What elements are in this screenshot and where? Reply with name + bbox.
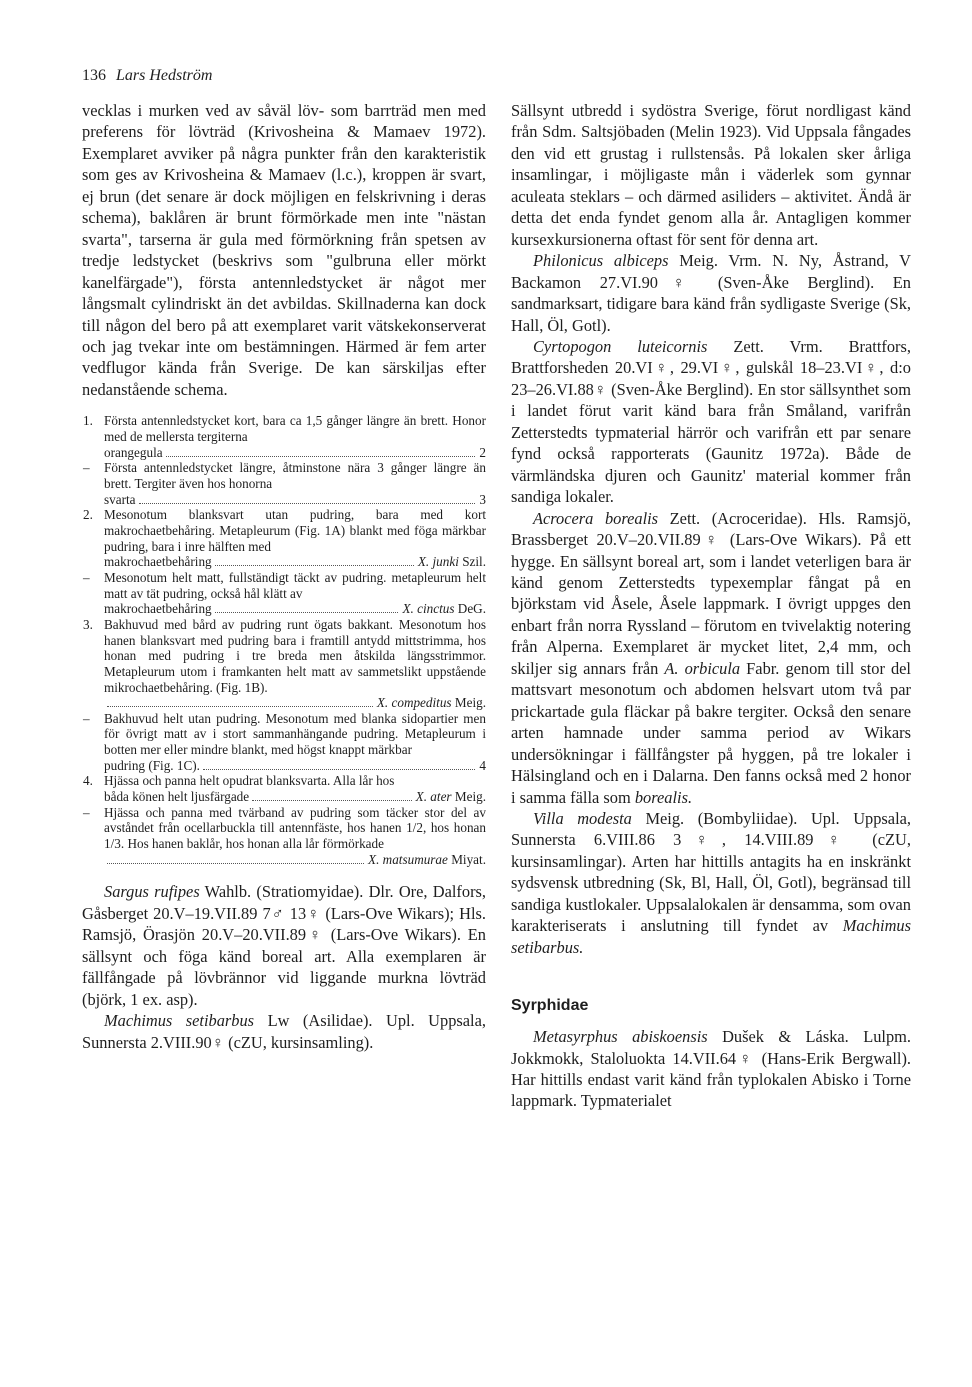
dot-leader (215, 565, 414, 566)
key-item-end (104, 601, 486, 617)
key-target-author: DeG. (457, 601, 486, 617)
villa-paragraph (511, 808, 911, 958)
key-target-author: Miyat. (451, 851, 486, 867)
machimus-text: Lw (Asilidae). Upl. Uppsala, Sunnersta 2.VIII.90♀ (cZU, kursinsamling). (82, 1011, 486, 1052)
key-item-number: – (83, 804, 90, 820)
key-item-target (416, 789, 486, 805)
key-target-species: X. compeditus (376, 695, 452, 711)
acrocera-text-1: Zett. (Acroceridae). Hls. Ramsjö, Brassberget 20.V–20.VII.89♀ (Lars-Ove Wikars). På ett hygge. En sällsynt boreal art, som i landet veterligen bara är känd genom Zetterstedts typexemplar fångat på en björkstam vid Åsele, Åsele lappmark. I övrigt uppges den enbart från norra Ryssland – förutom en tvivelaktig notering från Alperna. Exemplaret är mycket litet, 2,4 mm, och skiljer sig annars från (511, 508, 912, 678)
key-item-text: Hjässa och panna med tvärband av pudring som täcker stor del av avståndet från ocellarbuckla till antennfäste, hos hanen 1/2, hos honan 1/3. Hos hanen baklår, hos honan alla lår förmörkade (104, 804, 486, 852)
species-name-sargus: Sargus rufipes (104, 882, 200, 902)
key-item-target (402, 601, 486, 617)
key-item-text: Hjässa och panna helt opudrat blanksvarta. Alla lår hos (104, 773, 395, 789)
key-item-end (104, 554, 486, 570)
key-item (82, 805, 486, 868)
key-target-species: X. cinctus (402, 601, 455, 617)
section-heading-syrphidae: Syrphidae (511, 997, 589, 1015)
key-item-number: – (83, 710, 90, 726)
dot-leader (166, 456, 476, 457)
machimus-paragraph (82, 1010, 486, 1053)
key-item-number: – (83, 569, 90, 585)
key-item-target (377, 695, 486, 711)
key-item-text: Mesonotum blanksvart utan pudring, bara med kort makrochaetbehåring. Metapleurum (Fig. 1A) blankt med föga märkbar pudring, bara i inre hälften med (104, 507, 486, 554)
key-item-number: 1. (83, 413, 93, 429)
key-target-couplet: 3 (479, 491, 486, 507)
running-header-author: Lars Hedström (116, 67, 213, 84)
dot-leader (252, 800, 412, 801)
key-item-end (104, 758, 486, 774)
metasyrphus-text: Dušek & Láska. Lulpm. Jokkmokk, Staloluokta 14.VII.64♀ (Hans-Erik Bergwall). Har hittills endast varit känd från typlokalen Abisko i Torne lappmark. Typmaterialet (511, 1027, 911, 1111)
cyrtopogon-paragraph (511, 336, 911, 508)
key-item-target (479, 492, 486, 508)
philonicus-paragraph (511, 250, 911, 336)
key-item-end (104, 445, 486, 461)
key-item (82, 413, 486, 460)
key-target-species: X. junki (417, 554, 459, 570)
sargus-paragraph (82, 881, 486, 1010)
species-name-acrocera: Acrocera borealis (533, 508, 659, 528)
key-item-text: Bakhuvud med bård av pudring runt ögats bakkant. Mesonotum hos hanen blanksvart med pudring bara i framtill antydd mittstrimma, hos honan med pudring i tre breda men åtskilda längsstrimmor. Metapleurum utom i framkanten helt matt av sammetslikt uppstående mikrochaetbehåring. (Fig. 1B). (104, 616, 486, 695)
key-item-end-text: makrochaetbehåring (104, 554, 212, 570)
key-item-number: 4. (83, 773, 93, 789)
key-item-end (104, 492, 486, 508)
species-name-machimus-ref: Machimus setibarbus. (511, 916, 911, 957)
key-target-couplet: 2 (479, 444, 486, 460)
key-item (82, 460, 486, 507)
left-column (82, 100, 486, 1053)
key-item (82, 773, 486, 804)
key-item-text: Bakhuvud helt utan pudring. Mesonotum med blanka sidopartier men för övrigt matt av i stort sammanhängande pudring. Metapleurum i botten mer eller mindre blankt, med högst knappt märkbar (104, 710, 486, 758)
key-item (82, 570, 486, 617)
key-target-couplet: 4 (479, 757, 486, 773)
dot-leader (203, 769, 475, 770)
species-name-metasyrphus: Metasyrphus abiskoensis (533, 1027, 708, 1047)
dot-leader (107, 863, 364, 864)
sargus-text: Wahlb. (Stratiomyidae). Dlr. Ore, Dalfors, Gåsberget 20.V–19.VII.89 7♂ 13♀ (Lars-Ove Wikars); Hls. Ramsjö, Örasjön 20.V–20.VII.89♀ (Lars-Ove Wikars). En sällsynt och föga känd boreal art. Alla exemplaren är fällfångade på lövbrännor vid liggande murkna lövträd (björk, 1 ex. asp). (82, 882, 486, 1009)
key-item-end (104, 789, 486, 805)
philonicus-text: Meig. Vrm. N. Ny, Åstrand, V Backamon 27.VI.90♀ (Sven-Åke Berglind). En sandmarksart, tidigare bara känd från sydligaste Sverige (Sk, Hall, Öl, Gotl). (511, 251, 911, 335)
key-target-species: X. matsumurae (368, 851, 448, 867)
key-item-target (479, 758, 486, 774)
species-name-orbicula: A. orbicula (664, 658, 741, 678)
key-item-text: Första antennledstycket längre, åtminstone nära 3 gånger längre än brett. Tergiter även hos honorna (104, 460, 486, 491)
species-name-cyrtopogon: Cyrtopogon luteicornis (533, 336, 708, 356)
page-number: 136 (82, 67, 106, 84)
species-name-villa: Villa modesta (533, 808, 632, 828)
key-item-end-text: pudring (Fig. 1C). (104, 757, 200, 773)
key-item (82, 617, 486, 711)
continuation-paragraph: Sällsynt utbredd i sydöstra Sverige, förut nordligast känd från Sdm. Saltsjöbaden (Melin 1923). Vid Uppsala fångades den vid ett grustag i rullstensås. På lokalen sker årliga insamlingar, i möjligaste mån i väderlek som gynnar aculeata steklars – och därmed asiliders – aktivitet. Ändå är detta det enda fyndet genom alla år. Antagligen kommer kursexkursionerna oftast för sent för denna art. (511, 101, 911, 249)
dot-leader (139, 503, 476, 504)
acrocera-paragraph (511, 508, 911, 808)
key-item-number: 3. (83, 616, 93, 632)
metasyrphus-paragraph (511, 1026, 911, 1112)
key-item-number: 2. (83, 507, 93, 523)
key-item-end (104, 695, 486, 711)
key-item-end-text: makrochaetbehåring (104, 601, 212, 617)
key-target-author: Meig. (454, 789, 486, 805)
key-item-target (418, 554, 486, 570)
identification-key (82, 413, 486, 867)
key-item-end-text: svarta (104, 491, 136, 507)
cyrtopogon-text: Zett. Vrm. Brattfors, Brattforsheden 20.VI♀, 29.VI♀, gulskål 18–23.VI♀, d:o 23–26.VI.88♀ (Sven-Åke Berglind). En stor sällsynthet som i landet förut varit känd bara från Småland, varifrån Zetterstedts typmaterial härrör och varifrån ett par senare fynd också rapporterats (Gaunitz 1972a). Både de värmländska djuren och Gaunitz' material kommer från sandiga lokaler. (511, 336, 911, 507)
intro-paragraph: vecklas i murken ved av såväl löv- som barrträd men med preferens för lövträd (Krivosheina & Mamaev 1972). Exemplaret avviker på några punkter från den karakteristik som ges av Krivosheina & Mamaev (l.c.), kroppen är svart, ej brun (det senare är dock möjligen en felskrivning i deras schema), baklåren är brunt förmörkade men inte "nästan svarta", tarserna är gula med förmörkning från spetsen av tredje ledstycket (beskrivs som "gulbruna eller mörkt kanelfärgade"), första antennledstycket är något mer långsmalt cylindriskt än det avbildas. Skillnaderna kan dock till någon del bero på att exemplaret varit vätskekonserverat och jag tvekar inte om bestämningen. Härmed är fem arter vedflugor kända från Sverige. De kan särskiljas efter nedanstående schema. (82, 101, 486, 399)
key-item-end (104, 852, 486, 868)
dot-leader (107, 706, 373, 707)
key-item-target (368, 852, 486, 868)
key-item-end-text: båda könen helt ljusfärgade (104, 789, 250, 805)
key-target-author: Szil. (462, 554, 486, 570)
acrocera-text-2: Fabr. genom till stor del mattsvart mesonotum och abdomen helsvart utom två par prickartade gula fläckar på bakre tergiter. Också den senare arten hamnade under samma period av Wikars undersökningar i fällfångster på hyggen, på tre lokaler i Hälsingland och en i Dalarna. Den fanns också med 2 honor i samma fälla som (511, 658, 911, 807)
key-item-text: Mesonotum helt matt, fullständigt täckt av pudring. metapleurum helt matt av tät pudring, också hål klätt av (104, 569, 486, 601)
key-item (82, 711, 486, 774)
species-name-machimus: Machimus setibarbus (104, 1011, 255, 1031)
key-target-author: Meig. (454, 695, 486, 711)
right-column (511, 100, 911, 1112)
key-item (82, 507, 486, 570)
key-item-end-text: orangegula (104, 444, 163, 460)
villa-text: Meig. (Bombyliidae). Upl. Uppsala, Sunnersta 6.VIII.86 3♀, 14.VIII.89♀ (cZU, kursinsamlingar). Arten har hittills antagits ha en inskränkt sydsvensk utbredning (Sk, Bl, Hall, Öl, Gotl), begränsad till sandiga kustlokaler. Uppsalalokalen är densamma, som ovan karakteriserats i anslutning till fyndet av (511, 808, 912, 936)
key-item-text: Första antennledstycket kort, bara ca 1,5 gånger längre än brett. Honor med de mellersta tergiterna (104, 413, 486, 444)
running-header (82, 66, 212, 86)
species-name-borealis: borealis. (634, 787, 693, 807)
dot-leader (215, 612, 399, 613)
species-name-philonicus: Philonicus albiceps (533, 251, 669, 271)
key-item-number: – (83, 460, 90, 476)
key-target-species: X. ater (415, 789, 452, 805)
key-item-target (479, 445, 486, 461)
